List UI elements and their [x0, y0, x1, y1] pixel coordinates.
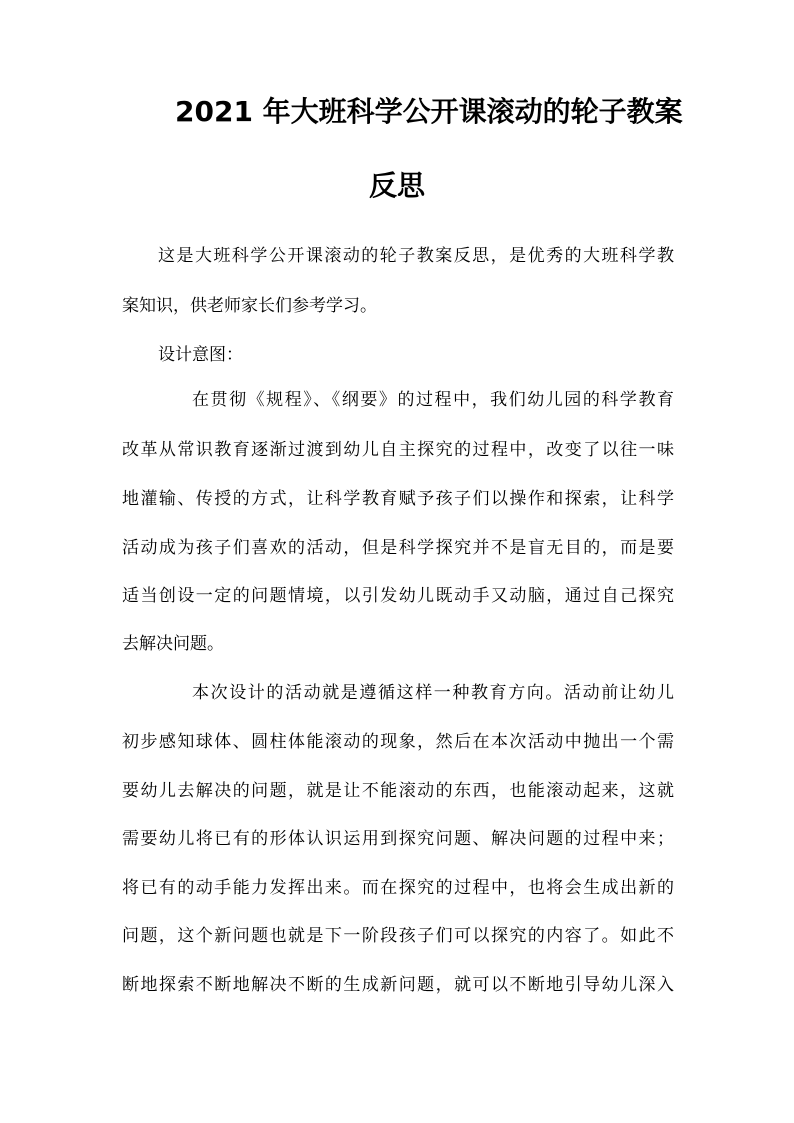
paragraph-line: 活动成为孩子们喜欢的活动，但是科学探究并不是盲无目的，而是要	[122, 538, 674, 558]
document-title-line-2: 反思	[368, 169, 425, 202]
paragraph-line: 去解决问题。	[122, 634, 224, 654]
paragraph-line: 将已有的动手能力发挥出来。而在探究的过程中，也将会生成出新的	[122, 878, 674, 898]
paragraph-line: 地灌输、传授的方式，让科学教育赋予孩子们以操作和探索，让科学	[122, 489, 674, 509]
paragraph-line: 改革从常识教育逐渐过渡到幼儿自主探究的过程中，改变了以往一味	[122, 440, 674, 460]
paragraph-line: 适当创设一定的问题情境，以引发幼儿既动手又动脑，通过自己探究	[122, 586, 674, 606]
document-title-line-1: 2021 年大班科学公开课滚动的轮子教案	[175, 95, 683, 128]
paragraph-line: 设计意图：	[158, 345, 243, 365]
paragraph-line: 问题，这个新问题也就是下一阶段孩子们可以探究的内容了。如此不	[122, 926, 674, 946]
paragraph-line: 这是大班科学公开课滚动的轮子教案反思，是优秀的大班科学教	[158, 246, 674, 266]
paragraph-line: 本次设计的活动就是遵循这样一种教育方向。活动前让幼儿	[192, 683, 674, 703]
paragraph-line: 在贯彻《规程》、《纲要》的过程中，我们幼儿园的科学教育	[192, 390, 674, 410]
paragraph-line: 案知识，供老师家长们参考学习。	[122, 296, 377, 316]
paragraph-line: 初步感知球体、圆柱体能滚动的现象，然后在本次活动中抛出一个需	[122, 732, 674, 752]
paragraph-line: 断地探索不断地解决不断的生成新问题，就可以不断地引导幼儿深入	[122, 975, 674, 995]
paragraph-line: 要幼儿去解决的问题，就是让不能滚动的东西，也能滚动起来，这就	[122, 781, 674, 801]
paragraph-line: 需要幼儿将已有的形体认识运用到探究问题、解决问题的过程中来；	[122, 829, 674, 849]
